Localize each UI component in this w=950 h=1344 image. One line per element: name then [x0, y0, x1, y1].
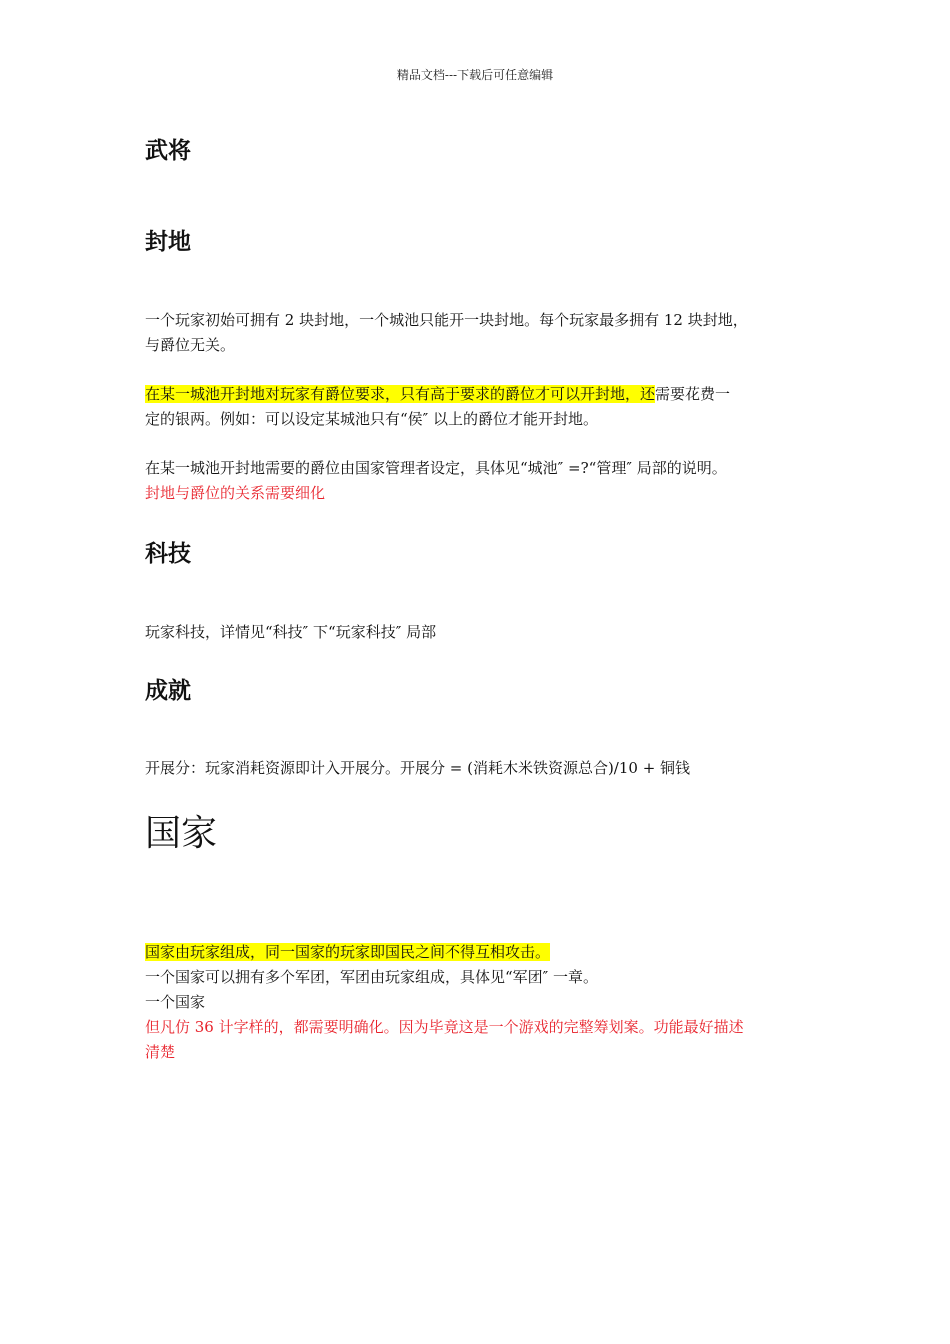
text-line: 与爵位无关。: [145, 336, 236, 354]
review-note: 清楚: [145, 1043, 176, 1061]
paragraph-fengdi-manager: [145, 456, 810, 506]
paragraph-fengdi-rank-requirement: [145, 382, 810, 432]
review-note: 但凡仿 36 计字样的，都需要明确化。因为毕竟这是一个游戏的完整筹划案。功能最好描述: [145, 1018, 744, 1036]
heading-fengdi: 封地: [145, 229, 191, 255]
text-line: [145, 382, 810, 407]
text-line: 开展分：玩家消耗资源即计入开展分。开展分 = (消耗木米铁资源总合)/10 + 铜钱: [145, 759, 691, 777]
text-line: 一个国家: [145, 993, 206, 1011]
page-header: 精品文档---下载后可任意编辑: [396, 68, 554, 82]
paragraph-keji: [145, 620, 810, 645]
review-note: 封地与爵位的关系需要细化: [145, 484, 326, 502]
highlighted-text: 在某一城池开封地对玩家有爵位要求，只有高于要求的爵位才可以开封地，还: [145, 385, 656, 403]
text-line: 定的银两。例如：可以设定某城池只有“侯″ 以上的爵位才能开封地。: [145, 410, 599, 428]
paragraph-fengdi-limit: [145, 308, 810, 358]
heading-keji: 科技: [145, 541, 191, 567]
text-line: 玩家科技，详情见“科技″ 下“玩家科技″ 局部: [145, 623, 437, 641]
text-line: [145, 940, 810, 965]
heading-guojia: 国家: [145, 813, 218, 854]
text-line: 一个国家可以拥有多个军团，军团由玩家组成，具体见“军团″ 一章。: [145, 968, 599, 986]
paragraph-guojia: [145, 940, 810, 1065]
heading-wujiang: 武将: [145, 138, 191, 164]
text-line: 一个玩家初始可拥有 2 块封地，一个城池只能开一块封地。每个玩家最多拥有 12 块封地，: [145, 311, 748, 329]
text-run: 需要花费一: [655, 385, 731, 403]
text-line: 在某一城池开封地需要的爵位由国家管理者设定，具体见“城池″ =?“管理″ 局部的说明。: [145, 459, 727, 477]
heading-chengjiu: 成就: [145, 678, 191, 704]
paragraph-chengjiu: [145, 756, 810, 781]
highlighted-text: 国家由玩家组成，同一国家的玩家即国民之间不得互相攻击。: [145, 943, 551, 961]
